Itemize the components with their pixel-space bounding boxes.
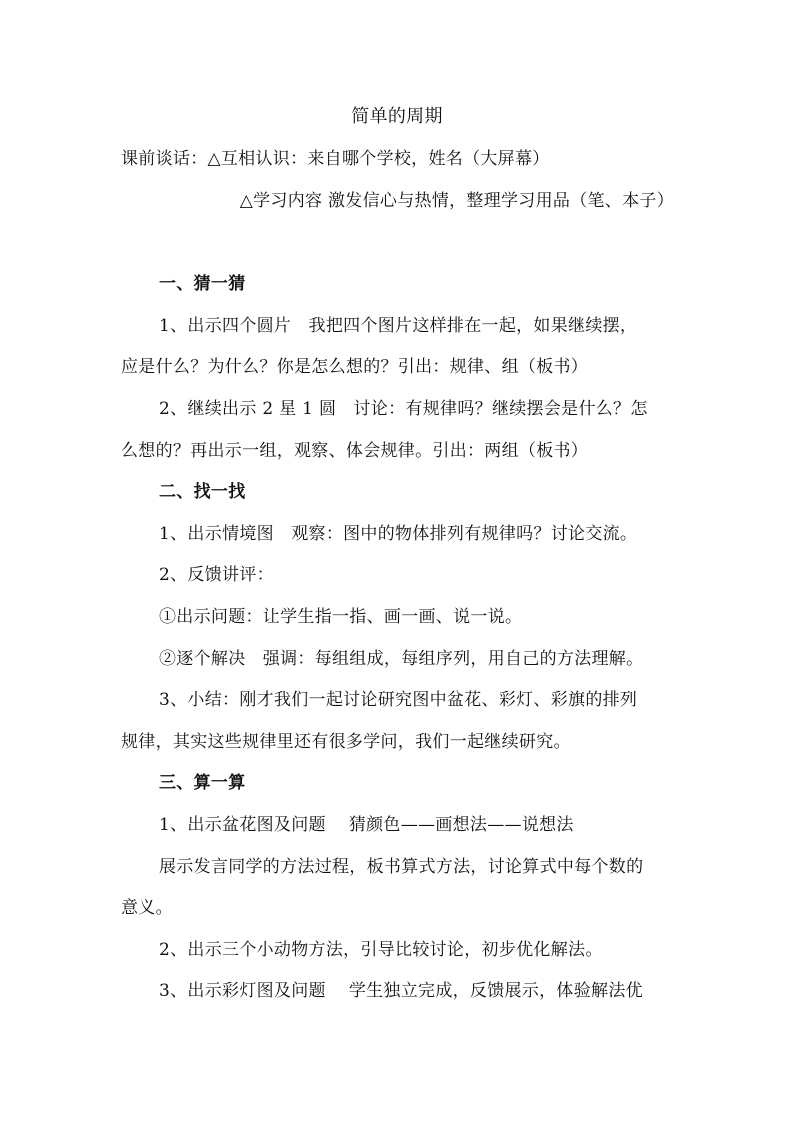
section-1-item-1-line-2: 应是什么？为什么？你是怎么想的？引出：规律、组（板书） [121,357,589,377]
section-2-item-1: 1、出示情境图 观察：图中的物体排列有规律吗？讨论交流。 [159,524,638,544]
section-2-sub-2: ②逐个解决 强调：每组组成，每组序列，用自己的方法理解。 [159,649,644,669]
section-2-sub-1: ①出示问题：让学生指一指、画一画、说一说。 [159,607,523,627]
section-1-item-1-line-1: 1、出示四个圆片 我把四个图片这样排在一起，如果继续摆， [159,316,638,336]
section-3-paragraph-line-1: 展示发言同学的方法过程，板书算式方法，讨论算式中每个数的 [159,857,644,877]
section-2-item-3-line-1: 3、小结：刚才我们一起讨论研究图中盆花、彩灯、彩旗的排列 [159,690,638,710]
section-3-item-2: 2、出示三个小动物方法，引导比较讨论，初步优化解法。 [159,940,603,960]
section-3-heading: 三、算一算 [159,773,246,793]
section-3-item-1: 1、出示盆花图及问题 猜颜色——画想法——说想法 [159,815,574,835]
section-1-item-2-line-1: 2、继续出示 2 星 1 圆 讨论：有规律吗？继续摆会是什么？怎 [159,399,648,419]
document-title: 简单的周期 [351,106,443,127]
section-2-item-2: 2、反馈讲评： [159,565,274,585]
section-2-item-3-line-2: 规律，其实这些规律里还有很多学问，我们一起继续研究。 [121,732,571,752]
intro-line-2: △学习内容 激发信心与热情，整理学习用品（笔、本子） [239,191,674,211]
section-3-paragraph-line-2: 意义。 [121,898,173,918]
intro-line-1: 课前谈话：△互相认识：来自哪个学校，姓名（大屏幕） [121,149,550,169]
section-1-item-2-line-2: 么想的？再出示一组，观察、体会规律。引出：两组（板书） [121,441,589,461]
section-2-heading: 二、找一找 [159,482,246,502]
section-1-heading: 一、猜一猜 [159,274,246,294]
section-3-item-3: 3、出示彩灯图及问题 学生独立完成，反馈展示，体验解法优 [159,981,643,1001]
